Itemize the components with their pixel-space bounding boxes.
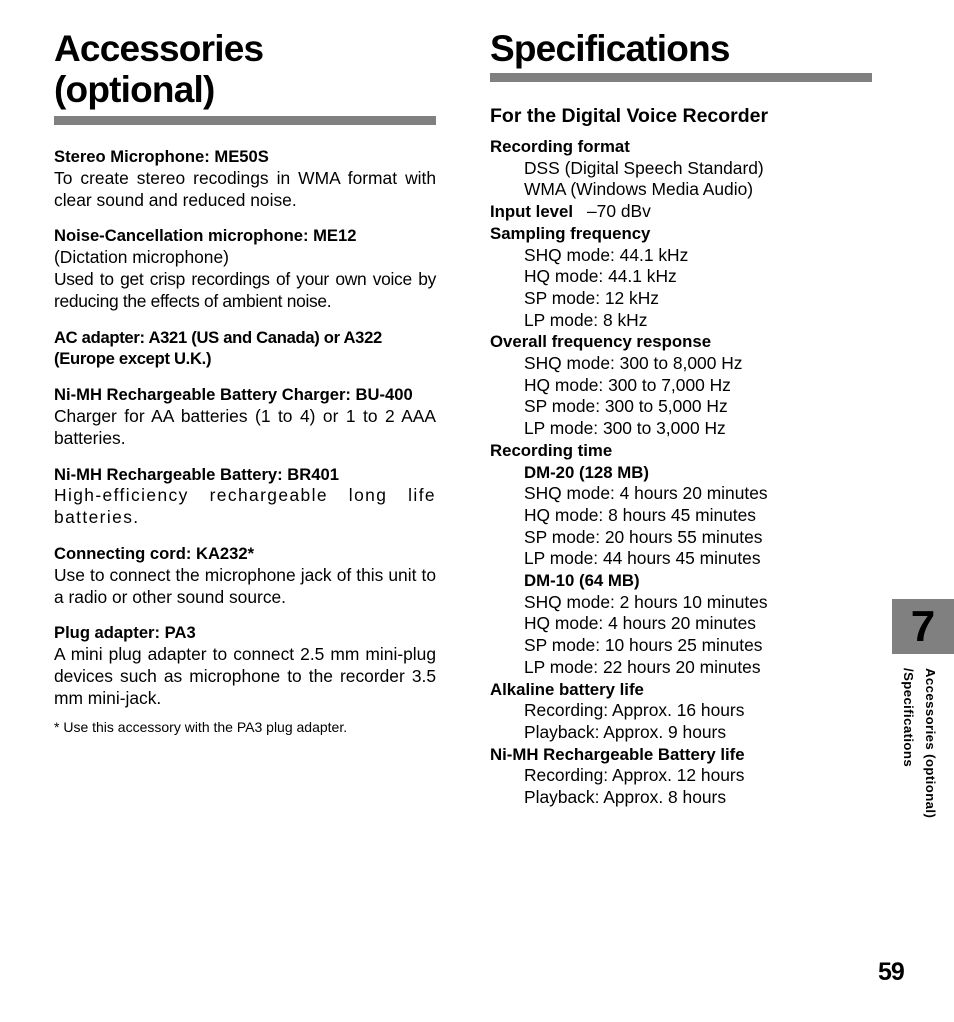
accessory-description: A mini plug adapter to connect 2.5 mm mini-plug devices such as microphone to the recorder 3.5 mm mini-jack.: [54, 644, 436, 708]
spec-value: SP mode: 20 hours 55 minutes: [524, 526, 763, 547]
page-number: 59: [878, 958, 904, 986]
spec-row-input-level: [490, 201, 872, 223]
accessories-title-line1: Accessories: [54, 28, 264, 69]
accessories-title: [54, 28, 263, 110]
spec-value: LP mode: 8 kHz: [524, 309, 648, 330]
specifications-list: [490, 136, 872, 809]
specifications-title: Specifications: [490, 28, 730, 69]
spec-value: HQ mode: 44.1 kHz: [524, 266, 677, 287]
spec-value: SHQ mode: 2 hours 10 minutes: [524, 591, 768, 612]
accessory-description: High-efficiency rechargeable long life batteries.: [54, 485, 436, 528]
spec-value: SHQ mode: 44.1 kHz: [524, 244, 689, 265]
spec-sublabel-dm10: DM-10 (64 MB): [524, 571, 640, 591]
spec-sublabel-dm20: DM-20 (128 MB): [524, 462, 649, 482]
chapter-side-label: [897, 668, 941, 858]
spec-value: Recording: Approx. 12 hours: [524, 765, 745, 786]
spec-value: SP mode: 12 kHz: [524, 287, 660, 308]
spec-label-nimh-life: Ni-MH Rechargeable Battery life: [490, 744, 745, 764]
spec-label-sampling-frequency: Sampling frequency: [490, 223, 651, 243]
spec-value: Recording: Approx. 16 hours: [524, 700, 745, 721]
spec-value: HQ mode: 300 to 7,000 Hz: [524, 374, 731, 395]
accessory-description: Use to connect the microphone jack of this unit to a radio or other sound source.: [54, 564, 436, 607]
accessory-item: [54, 622, 436, 709]
accessory-title: Connecting cord: KA232*: [54, 543, 255, 563]
accessory-item: [54, 146, 436, 211]
accessory-description: Charger for AA batteries (1 to 4) or 1 to 2 AAA batteries.: [54, 405, 436, 448]
accessory-item: [54, 464, 436, 529]
accessory-title: Plug adapter: PA3: [54, 623, 196, 643]
spec-label-recording-time: Recording time: [490, 440, 613, 460]
spec-value: SHQ mode: 4 hours 20 minutes: [524, 483, 768, 504]
accessories-title-line2: (optional): [54, 69, 215, 110]
accessory-title: Noise-Cancellation microphone: ME12: [54, 226, 357, 246]
spec-value: SP mode: 300 to 5,000 Hz: [524, 396, 728, 417]
spec-value: Playback: Approx. 8 hours: [524, 787, 727, 808]
accessory-title: Stereo Microphone: ME50S: [54, 147, 269, 166]
accessory-title: Ni-MH Rechargeable Battery Charger: BU-400: [54, 385, 413, 405]
spec-value: SHQ mode: 300 to 8,000 Hz: [524, 353, 743, 374]
accessory-footnote: * Use this accessory with the PA3 plug adapter.: [54, 718, 348, 735]
accessory-title: AC adapter: A321 (US and Canada) or A322 (Europe except U.K.): [54, 327, 382, 369]
accessory-description: To create stereo recodings in WMA format with clear sound and reduced noise.: [54, 167, 436, 210]
specifications-title-rule: [490, 73, 872, 82]
side-label-line1: Accessories (optional): [923, 668, 938, 819]
spec-value: WMA (Windows Media Audio): [524, 179, 754, 200]
spec-value: HQ mode: 8 hours 45 minutes: [524, 504, 756, 525]
accessory-item: [54, 543, 436, 608]
accessories-title-rule: [54, 116, 436, 125]
spec-label-frequency-response: Overall frequency response: [490, 332, 712, 352]
accessory-item: [54, 225, 436, 312]
spec-value: SP mode: 10 hours 25 minutes: [524, 635, 763, 656]
accessories-list: [54, 146, 436, 736]
spec-label-recording-format: Recording format: [490, 137, 630, 156]
accessory-description: Used to get crisp recordings of your own voice by reducing the effects of ambient noise.: [54, 268, 436, 311]
spec-value: DSS (Digital Speech Standard): [524, 157, 764, 178]
accessory-title: Ni-MH Rechargeable Battery: BR401: [54, 464, 339, 484]
spec-value: LP mode: 22 hours 20 minutes: [524, 656, 761, 677]
spec-value: Playback: Approx. 9 hours: [524, 721, 727, 742]
accessory-item: [54, 327, 436, 371]
chapter-tab: 7: [892, 599, 954, 654]
spec-value-input-level: –70 dBv: [587, 201, 651, 222]
side-label-line2: /Specifications: [901, 668, 916, 768]
spec-label-alkaline-life: Alkaline battery life: [490, 679, 644, 699]
accessory-subtitle: (Dictation microphone): [54, 247, 229, 268]
spec-label-input-level: Input level: [490, 202, 573, 222]
specifications-subheading: For the Digital Voice Recorder: [490, 105, 769, 127]
spec-value: LP mode: 44 hours 45 minutes: [524, 548, 761, 569]
accessory-item: [54, 384, 436, 449]
chapter-side-label-text: [897, 668, 941, 868]
spec-value: HQ mode: 4 hours 20 minutes: [524, 613, 756, 634]
spec-value: LP mode: 300 to 3,000 Hz: [524, 418, 726, 439]
